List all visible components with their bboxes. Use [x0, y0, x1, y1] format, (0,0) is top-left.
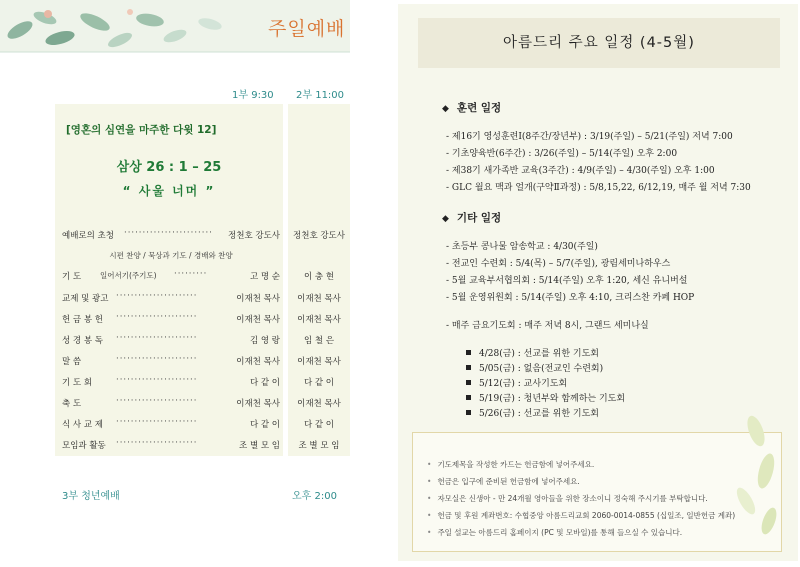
service2-leader: 정천호 강도사 — [293, 231, 345, 241]
notice-item: • 주일 설교는 아름드리 홈페이지 (PC 및 모바일)를 통해 들으실 수 있습니다. — [427, 528, 683, 537]
order-leader: 다 같 이 — [249, 420, 280, 430]
prayer-heading: - 매주 금요기도회 : 매주 저녁 8시, 그랜드 세미나실 — [446, 321, 649, 331]
order-name: 성 경 봉 독 — [62, 336, 103, 346]
order-name: 모임과 활동 — [62, 441, 106, 451]
prayer-item: 5/19(금) : 청년부와 함께하는 기도회 — [466, 391, 625, 404]
third-service-time: 오후 2:00 — [292, 491, 337, 502]
training-heading: ◆ 훈련 일정 — [442, 102, 502, 114]
scripture-reference: 삼상 26 : 1 – 25 — [116, 160, 222, 175]
notice-box — [412, 432, 782, 552]
order-leader: 이재천 목사 — [236, 357, 280, 367]
order-name: 축 도 — [62, 399, 82, 409]
schedule-banner: 아름드리 주요 일정 (4-5월) — [418, 18, 780, 68]
order-name: 말 씀 — [62, 357, 82, 367]
service2-leader: 조 별 모 임 — [298, 441, 340, 451]
notice-item: • 기도제목을 작성한 카드는 헌금함에 넣어주세요. — [427, 460, 595, 469]
training-item: - 제38기 새가족반 교육(3주간) : 4/9(주일) – 4/30(주일) 오후 1:00 — [446, 166, 715, 176]
square-bullet-icon — [466, 365, 471, 370]
prayer-item: 5/26(금) : 선교를 위한 기도회 — [466, 406, 599, 419]
service2-leader: 임 철 은 — [303, 336, 335, 346]
diamond-icon: ◆ — [442, 104, 449, 114]
training-item: - 제16기 영성훈련Ⅰ(8주간/장년부) : 3/19(주일) – 5/21(주일) 저녁 7:00 — [446, 132, 733, 142]
other-heading: ◆ 기타 일정 — [442, 212, 502, 224]
order-leader: 이재천 목사 — [236, 399, 280, 409]
prayer-item: 5/05(금) : 없음(전교인 수련회) — [466, 361, 603, 374]
square-bullet-icon — [466, 395, 471, 400]
other-item: - 전교인 수련회 : 5/4(목) – 5/7(주일), 광림세미나하우스 — [446, 259, 671, 269]
notice-item: • 헌금 및 후원 계좌번호: 수협중앙 아름드리교회 2060-0014-0855 (십일조, 일반헌금 계좌) — [427, 511, 736, 520]
square-bullet-icon — [466, 380, 471, 385]
other-item: - 초등부 콩나물 암송학교 : 4/30(주일) — [446, 242, 598, 252]
left-page: 주일예배 1부 9:30 2부 11:00 [영혼의 심연을 마주한 다윗 12] 삼상 26 : 1 – 25 “ 사울 너머 ” 예배로의 초청 ························ 정천호 강도사 시편 찬양 / 묵상과 기도 / 경배와 찬양 기 도 일어서기(주기도) ········· 고 명 순 교제 및 광고 ······················ 이재천 목사 헌 금 봉 헌 ······················ 이재천 목사 성 경 봉 독 ······················ 김 영 랑 말 씀 ······················ 이재천 목사 기 도 회 ······················ 다 같 이 축 도 ······················ 이재천 목사 식 사 교 제 ······················ 다 같 이 모임과 활동 ······················ 조 별 모 임 정천호 강도사 이 충 현 이재천 목사 이재천 목사 임 철 은 이재천 목사 다 같 이 이재천 목사 다 같 이 조 별 모 임 3부 청년예배 오후 2:00 — [0, 0, 360, 567]
order-name: 기 도 회 — [62, 378, 93, 388]
third-service-name: 3부 청년예배 — [62, 491, 120, 502]
notice-item: • 헌금은 입구에 준비된 헌금함에 넣어주세요. — [427, 477, 580, 486]
right-page — [398, 4, 798, 561]
service2-leader: 다 같 이 — [303, 420, 335, 430]
order-leader: 정천호 강도사 — [228, 231, 280, 241]
prayer-item: 5/12(금) : 교사기도회 — [466, 376, 567, 389]
service2-leader: 이재천 목사 — [297, 399, 341, 409]
order-name: 기 도 — [62, 272, 82, 282]
order-leader: 조 별 모 임 — [239, 441, 280, 451]
training-item: - GLC 월요 맥과 얼개(구약Ⅱ과정) : 5/8,15,22, 6/12,19, 매주 월 저녁 7:30 — [446, 183, 751, 193]
service2-leader: 이재천 목사 — [297, 315, 341, 325]
page-title: 주일예배 — [268, 18, 346, 40]
diamond-icon: ◆ — [442, 214, 449, 224]
prayer-item: 4/28(금) : 선교를 위한 기도회 — [466, 346, 599, 359]
service2-time: 2부 11:00 — [296, 90, 345, 101]
sermon-title: “ 사울 너머 ” — [122, 184, 216, 198]
notice-item: • 자모실은 신생아 - 만 24개월 영아들을 위한 장소이니 정숙해 주시기를 부탁합니다. — [427, 494, 708, 503]
order-subtitle: 시편 찬양 / 묵상과 기도 / 경배와 찬양 — [109, 251, 233, 260]
service2-leader: 이재천 목사 — [297, 294, 341, 304]
service2-leader: 이재천 목사 — [297, 357, 341, 367]
order-leader: 김 영 랑 — [249, 336, 280, 346]
other-item: - 5월 운영위원회 : 5/14(주일) 오후 4:10, 크리스찬 카페 HOP — [446, 293, 695, 303]
training-item: - 기초양육반(6주간) : 3/26(주일) – 5/14(주일) 오후 2:00 — [446, 149, 678, 159]
order-leader: 이재천 목사 — [236, 315, 280, 325]
order-leader: 고 명 순 — [249, 272, 280, 282]
square-bullet-icon — [466, 350, 471, 355]
square-bullet-icon — [466, 410, 471, 415]
service2-leader: 다 같 이 — [303, 378, 335, 388]
order-leader: 이재천 목사 — [236, 294, 280, 304]
sermon-theme: [영혼의 심연을 마주한 다윗 12] — [66, 124, 217, 136]
order-leader: 다 같 이 — [249, 378, 280, 388]
service2-leader: 이 충 현 — [303, 272, 335, 282]
order-name: 교제 및 광고 — [62, 294, 109, 304]
order-note: 일어서기(주기도) — [100, 271, 157, 280]
service1-time: 1부 9:30 — [232, 90, 274, 101]
order-name: 식 사 교 제 — [62, 420, 103, 430]
other-item: - 5월 교육부서협의회 : 5/14(주일) 오후 1:20, 세신 유니버설 — [446, 276, 688, 286]
order-name: 예배로의 초청 — [62, 231, 114, 241]
order-name: 헌 금 봉 헌 — [62, 315, 103, 325]
